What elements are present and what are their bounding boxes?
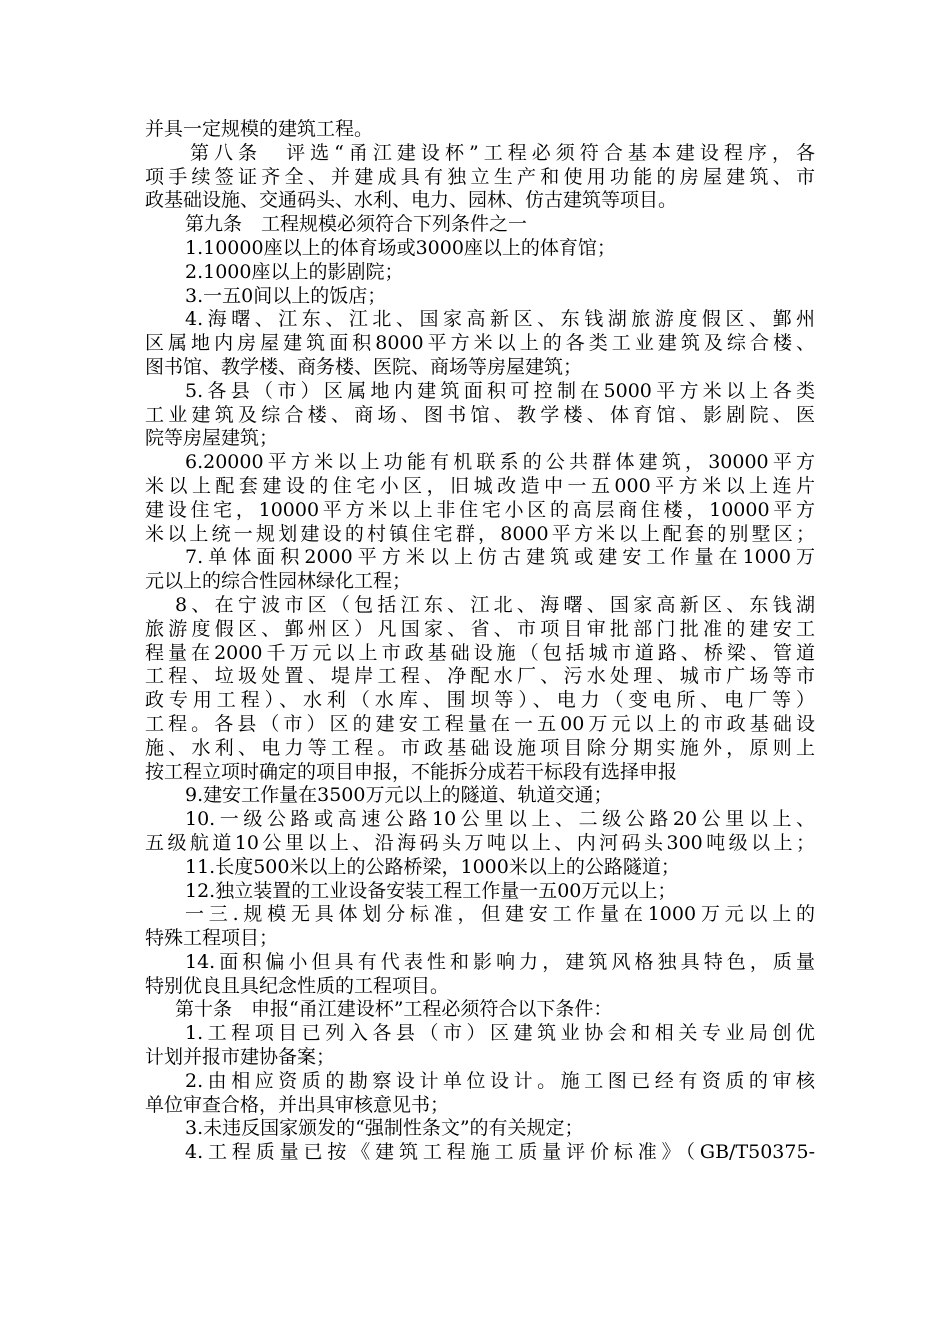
text-line: 工程。各县（市）区的建安工程量在一五00万元以上的市政基础设 bbox=[145, 712, 815, 735]
list-item: 3.一五0间以上的饭店； bbox=[185, 284, 387, 307]
text-line: 院等房屋建筑； bbox=[145, 427, 279, 450]
list-item: 12.独立装置的工业设备安装工程工作量一五00万元以上； bbox=[185, 879, 677, 902]
text-line: 元以上的综合性园林绿化工程； bbox=[145, 570, 412, 593]
list-item: 3.未违反国家颁发的“强制性条文”的有关规定； bbox=[185, 1117, 584, 1140]
article-9-heading: 第九条 工程规模必须符合下列条件之一 bbox=[185, 213, 528, 236]
text-line: 五级航道10公里以上、沿海码头万吨以上、内河码头300吨级以上； bbox=[145, 831, 815, 854]
list-item: 7.单体面积2000平方米以上仿古建筑或建安工作量在1000万 bbox=[185, 546, 815, 569]
list-item: 6.20000平方米以上功能有机联系的公共群体建筑，30000平方 bbox=[185, 451, 815, 474]
text-line: 政基础设施、交通码头、水利、电力、园林、仿古建筑等项目。 bbox=[145, 189, 678, 212]
text-line: 并具一定规模的建筑工程。 bbox=[145, 118, 374, 140]
text-line: 建设住宅，10000平方米以上非住宅小区的高层商住楼，10000平方 bbox=[145, 498, 815, 521]
list-item: 一三.规模无具体划分标准，但建安工作量在1000万元以上的 bbox=[185, 903, 815, 926]
text-line: 施、水利、电力等工程。市政基础设施项目除分期实施外，原则上 bbox=[145, 736, 815, 759]
text-line: 特别优良且具纪念性质的工程项目。 bbox=[145, 974, 450, 997]
list-item: 2.1000座以上的影剧院； bbox=[185, 260, 404, 283]
list-item: 4.工程质量已按《建筑工程施工质量评价标准》（GB/T50375- bbox=[185, 1141, 815, 1164]
article-8-heading: 第八条 评选“甬江建设杯”工程必须符合基本建设程序，各 bbox=[190, 141, 815, 164]
list-item: 10.一级公路或高速公路10公里以上、二级公路20公里以上、 bbox=[185, 808, 815, 831]
list-item: 11.长度500米以上的公路桥梁，1000米以上的公路隧道； bbox=[185, 855, 680, 878]
list-item: 8、在宁波市区（包括江东、江北、海曙、国家高新区、东钱湖 bbox=[175, 593, 815, 616]
list-item: 1.10000座以上的体育场或3000座以上的体育馆； bbox=[185, 236, 616, 259]
text-line: 工业建筑及综合楼、商场、图书馆、教学楼、体育馆、影剧院、医 bbox=[145, 403, 815, 426]
text-line: 米以上配套建设的住宅小区，旧城改造中一五000平方米以上连片 bbox=[145, 474, 815, 497]
list-item: 14.面积偏小但具有代表性和影响力，建筑风格独具特色，质量 bbox=[185, 950, 815, 973]
list-item: 1.工程项目已列入各县（市）区建筑业协会和相关专业局创优 bbox=[185, 1022, 815, 1045]
text-line: 工程、垃圾处置、堤岸工程、净配水厂、污水处理、城市广场等市 bbox=[145, 665, 815, 688]
article-10-heading: 第十条 申报“甬江建设杯”工程必须符合以下条件： bbox=[175, 998, 613, 1021]
text-line: 旅游度假区、鄞州区）凡国家、省、市项目审批部门批准的建安工 bbox=[145, 617, 815, 640]
text-line: 政专用工程）、水利（水库、围坝等）、电力（变电所、电厂等） bbox=[145, 689, 815, 712]
text-line: 项手续签证齐全、并建成具有独立生产和使用功能的房屋建筑、市 bbox=[145, 165, 815, 188]
document-body bbox=[145, 118, 815, 1165]
list-item: 4.海曙、江东、江北、国家高新区、东钱湖旅游度假区、鄞州 bbox=[185, 308, 815, 331]
text-line: 米以上统一规划建设的村镇住宅群，8000平方米以上配套的别墅区； bbox=[145, 522, 815, 545]
text-line: 单位审查合格，并出具审核意见书； bbox=[145, 1093, 450, 1116]
list-item: 5.各县（市）区属地内建筑面积可控制在5000平方米以上各类 bbox=[185, 379, 815, 402]
text-line: 计划并报市建协备案； bbox=[145, 1046, 336, 1069]
text-line: 程量在2000千万元以上市政基础设施（包括城市道路、桥梁、管道 bbox=[145, 641, 815, 664]
list-item: 9.建安工作量在3500万元以上的隧道、轨道交通； bbox=[185, 784, 613, 807]
text-line: 按工程立项时确定的项目申报，不能拆分成若干标段有选择申报 bbox=[145, 760, 678, 783]
text-line: 图书馆、教学楼、商务楼、医院、商场等房屋建筑； bbox=[145, 355, 583, 378]
text-line: 区属地内房屋建筑面积8000平方米以上的各类工业建筑及综合楼、 bbox=[145, 332, 815, 355]
text-line: 特殊工程项目； bbox=[145, 927, 279, 950]
list-item: 2.由相应资质的勘察设计单位设计。施工图已经有资质的审核 bbox=[185, 1069, 815, 1092]
